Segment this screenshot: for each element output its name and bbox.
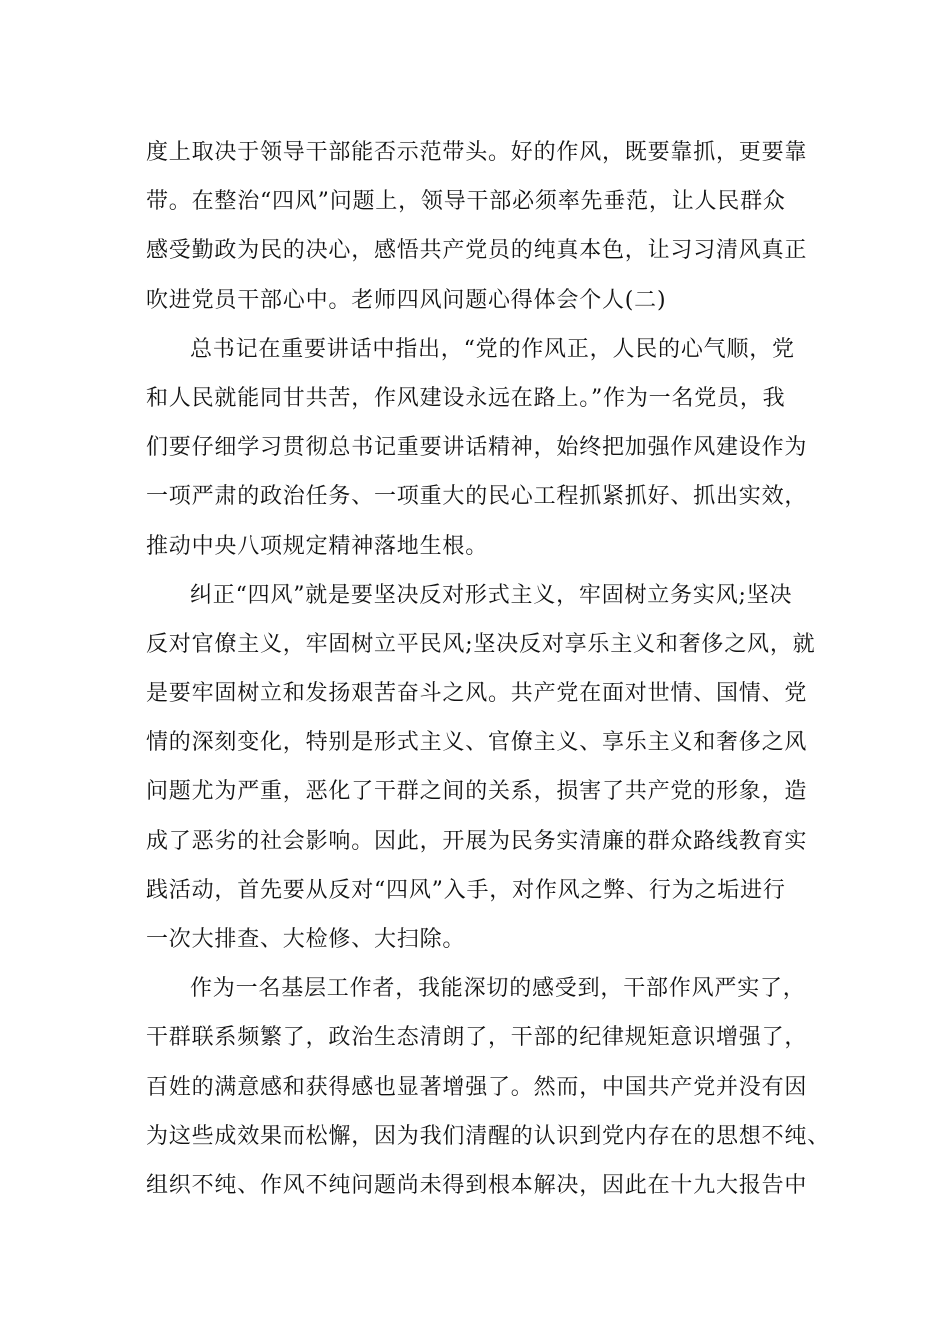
text-line: 为这些成效果而松懈，因为我们清醒的认识到党内存在的思想不纯、 <box>146 1123 831 1149</box>
document-body <box>146 128 831 1210</box>
text-line: 是要牢固树立和发扬艰苦奋斗之风。共产党在面对世情、国情、党 <box>146 681 808 707</box>
text-line: 度上取决于领导干部能否示范带头。好的作风，既要靠抓，更要靠 <box>146 140 808 165</box>
text-line: 感受勤政为民的决心，感悟共产党员的纯真本色，让习习清风真正 <box>146 238 808 264</box>
text-line: 反对官僚主义，牢固树立平民风;坚决反对享乐主义和奢侈之风，就 <box>146 631 816 657</box>
text-line: 吹进党员干部心中。老师四风问题心得体会个人(二) <box>146 287 667 313</box>
text-line: 纠正“四风”就是要坚决反对形式主义，牢固树立务实风;坚决 <box>190 582 793 608</box>
text-line: 干群联系频繁了，政治生态清朗了，干部的纪律规矩意识增强了， <box>146 1025 808 1051</box>
text-line: 践活动，首先要从反对“四风”入手，对作风之弊、行为之垢进行 <box>146 877 786 903</box>
text-line: 和人民就能同甘共苦，作风建设永远在路上。”作为一名党员，我 <box>146 385 786 411</box>
text-line: 问题尤为严重，恶化了干群之间的关系，损害了共产党的形象，造 <box>146 779 808 805</box>
text-line: 带。在整治“四风”问题上，领导干部必须率先垂范，让人民群众 <box>146 189 786 215</box>
text-line: 总书记在重要讲话中指出，“党的作风正，人民的心气顺，党 <box>190 336 795 362</box>
text-line: 情的深刻变化，特别是形式主义、官僚主义、享乐主义和奢侈之风 <box>146 730 808 756</box>
text-line: 一次大排查、大检修、大扫除。 <box>146 927 466 952</box>
text-line: 推动中央八项规定精神落地生根。 <box>146 533 489 559</box>
text-line: 一项严肃的政治任务、一项重大的民心工程抓紧抓好、抓出实效， <box>146 484 808 510</box>
text-line: 百姓的满意感和获得感也显著增强了。然而，中国共产党并没有因 <box>146 1074 808 1100</box>
text-line: 们要仔细学习贯彻总书记重要讲话精神，始终把加强作风建设作为 <box>146 435 808 461</box>
text-line: 作为一名基层工作者，我能深切的感受到，干部作风严实了， <box>190 976 806 1002</box>
text-line: 成了恶劣的社会影响。因此，开展为民务实清廉的群众路线教育实 <box>146 828 808 854</box>
text-line: 组织不纯、作风不纯问题尚未得到根本解决，因此在十九大报告中 <box>146 1172 808 1198</box>
